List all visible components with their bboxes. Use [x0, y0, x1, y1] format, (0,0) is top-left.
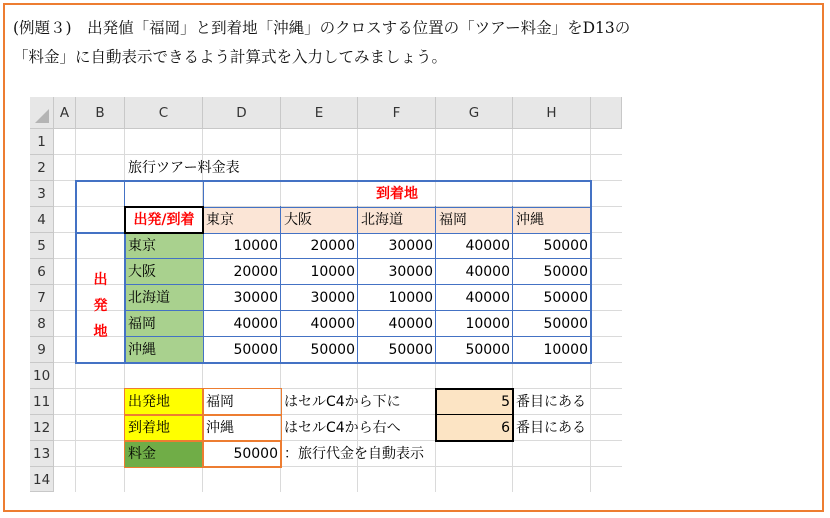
- row-header-9[interactable]: 9: [30, 337, 54, 363]
- column-header-f[interactable]: F: [358, 97, 436, 129]
- arrival-label[interactable]: 到着地: [125, 415, 203, 441]
- fare-cell[interactable]: 30000: [388, 238, 433, 254]
- column-header-c[interactable]: C: [125, 97, 203, 129]
- arrival-hokkaido[interactable]: 北海道: [358, 207, 436, 233]
- departure-tokyo[interactable]: 東京: [125, 233, 203, 259]
- select-all-triangle-icon: [35, 109, 49, 123]
- intro-text: [13, 14, 818, 72]
- column-header-h[interactable]: H: [513, 97, 591, 129]
- arrival-value[interactable]: 沖縄: [206, 420, 234, 436]
- fare-cell[interactable]: 10000: [388, 290, 433, 306]
- arrival-okinawa[interactable]: 沖縄: [513, 207, 591, 233]
- fare-cell[interactable]: 50000: [543, 290, 588, 306]
- row-header-12[interactable]: 12: [30, 415, 54, 441]
- column-header-e[interactable]: E: [281, 97, 358, 129]
- departure-label[interactable]: 出発地: [125, 389, 203, 415]
- fee-note[interactable]: ：旅行代金を自動表示: [284, 446, 424, 462]
- row-header-10[interactable]: 10: [30, 363, 54, 389]
- departure-suffix[interactable]: 番目にある: [516, 394, 586, 410]
- fare-cell[interactable]: 50000: [543, 316, 588, 332]
- departure-note[interactable]: はセルC4から下に: [284, 394, 401, 410]
- row-header-11[interactable]: 11: [30, 389, 54, 415]
- column-header-d[interactable]: D: [203, 97, 281, 129]
- row-header-14[interactable]: 14: [30, 467, 54, 492]
- row-header-2[interactable]: 2: [30, 155, 54, 181]
- arrival-header[interactable]: 到着地: [376, 186, 418, 202]
- fare-cell[interactable]: 30000: [388, 264, 433, 280]
- intro-line-2: 「料金」に自動表示できるよう計算式を入力してみましょう。: [13, 48, 448, 66]
- select-all-corner[interactable]: [30, 97, 54, 129]
- fare-cell[interactable]: 50000: [543, 238, 588, 254]
- departure-hokkaido[interactable]: 北海道: [125, 285, 203, 311]
- departure-index[interactable]: 5: [436, 389, 513, 415]
- row-header-5[interactable]: 5: [30, 233, 54, 259]
- fare-cell[interactable]: 40000: [465, 238, 510, 254]
- fee-value[interactable]: 50000: [233, 446, 278, 462]
- departure-osaka[interactable]: 大阪: [125, 259, 203, 285]
- fare-cell[interactable]: 50000: [543, 264, 588, 280]
- departure-header-1: 出: [93, 272, 108, 288]
- row-header-3[interactable]: 3: [30, 181, 54, 207]
- row-header-1[interactable]: 1: [30, 129, 54, 155]
- row-header-13[interactable]: 13: [30, 441, 54, 467]
- arrival-osaka[interactable]: 大阪: [281, 207, 358, 233]
- row-header-4[interactable]: 4: [30, 207, 54, 233]
- fare-cell[interactable]: 20000: [233, 264, 278, 280]
- fare-cell[interactable]: 40000: [310, 316, 355, 332]
- departure-header-2: 発: [93, 298, 108, 314]
- fare-cell[interactable]: 40000: [465, 264, 510, 280]
- fare-cell[interactable]: 30000: [310, 290, 355, 306]
- fare-cell[interactable]: 40000: [388, 316, 433, 332]
- column-header-a[interactable]: A: [54, 97, 76, 129]
- departure-header-3: 地: [93, 324, 108, 340]
- row-header-7[interactable]: 7: [30, 285, 54, 311]
- fare-cell[interactable]: 20000: [310, 238, 355, 254]
- column-header-b[interactable]: B: [76, 97, 125, 129]
- arrival-index[interactable]: 6: [436, 415, 513, 441]
- arrival-suffix[interactable]: 番目にある: [516, 420, 586, 436]
- corner-label[interactable]: 出発/到着: [133, 212, 195, 228]
- column-header-g[interactable]: G: [436, 97, 513, 129]
- fare-cell[interactable]: 10000: [233, 238, 278, 254]
- arrival-fukuoka[interactable]: 福岡: [436, 207, 513, 233]
- fare-cell[interactable]: 40000: [465, 290, 510, 306]
- row-header-6[interactable]: 6: [30, 259, 54, 285]
- row-header-8[interactable]: 8: [30, 311, 54, 337]
- arrival-note[interactable]: はセルC4から右へ: [284, 420, 401, 436]
- column-header-blank: [591, 97, 622, 129]
- fare-cell[interactable]: 10000: [543, 342, 588, 358]
- fee-label[interactable]: 料金: [125, 441, 203, 467]
- fare-cell[interactable]: 50000: [233, 342, 278, 358]
- fare-cell[interactable]: 50000: [388, 342, 433, 358]
- departure-fukuoka[interactable]: 福岡: [125, 311, 203, 337]
- intro-line-1: (例題３) 出発値「福岡」と到着地「沖縄」のクロスする位置の「ツアー料金」をD13の: [13, 19, 631, 37]
- fare-cell[interactable]: 30000: [233, 290, 278, 306]
- departure-okinawa[interactable]: 沖縄: [125, 337, 203, 363]
- departure-value[interactable]: 福岡: [206, 394, 234, 410]
- fare-cell[interactable]: 40000: [233, 316, 278, 332]
- fare-cell[interactable]: 50000: [310, 342, 355, 358]
- spreadsheet[interactable]: [30, 97, 622, 492]
- table-title[interactable]: 旅行ツアー料金表: [128, 160, 240, 176]
- arrival-tokyo[interactable]: 東京: [203, 207, 281, 233]
- fare-cell[interactable]: 10000: [465, 316, 510, 332]
- fare-cell[interactable]: 10000: [310, 264, 355, 280]
- fare-cell[interactable]: 50000: [465, 342, 510, 358]
